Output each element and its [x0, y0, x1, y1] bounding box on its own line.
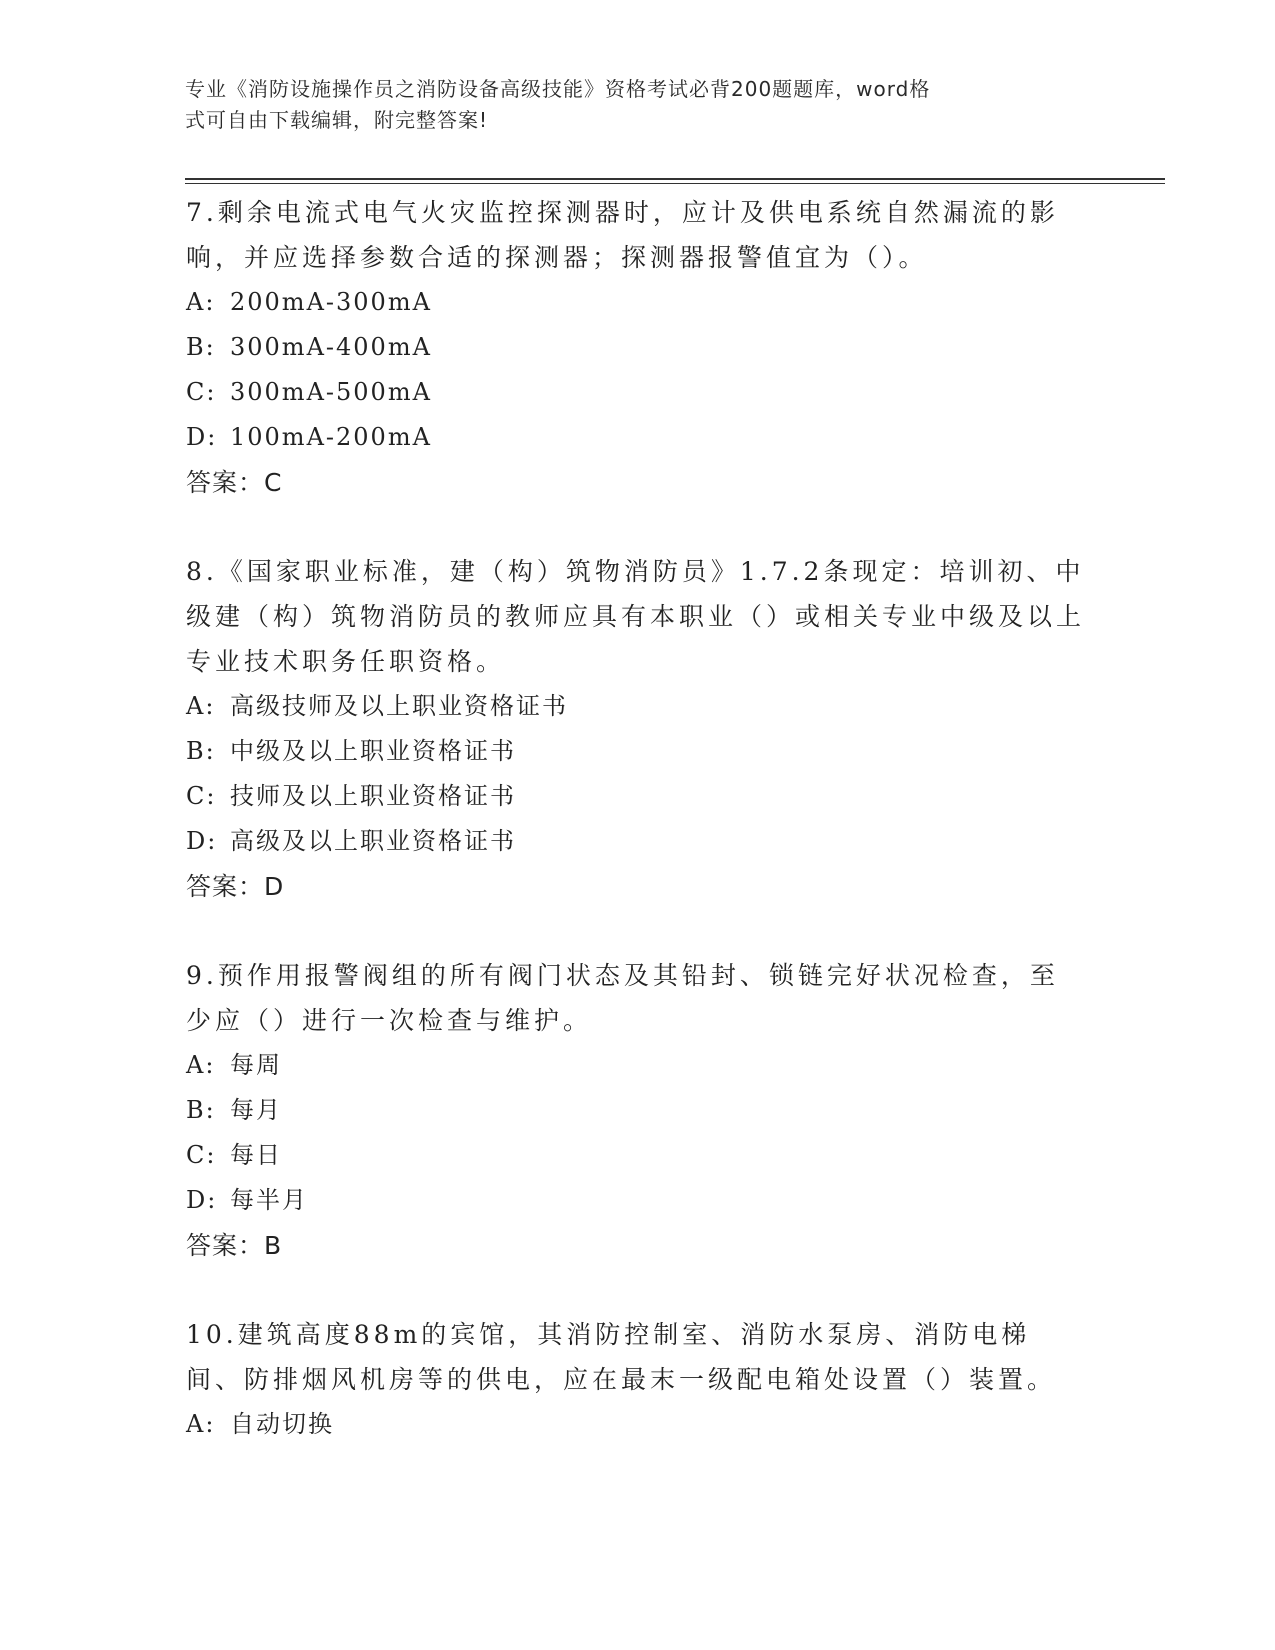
option-c: [186, 1133, 1086, 1178]
option-text: 每周: [230, 1051, 282, 1079]
option-d: [186, 1178, 1086, 1223]
option-text: 300mA-500mA: [230, 378, 432, 406]
option-text: 高级及以上职业资格证书: [230, 827, 516, 855]
option-a: [186, 684, 1086, 729]
question-text: 9.预作用报警阀组的所有阀门状态及其铅封、锁链完好状况检查，至少应（）进行一次检查与维护。: [186, 961, 1059, 1035]
option-key: B:: [186, 1096, 216, 1124]
option-text: 自动切换: [230, 1410, 334, 1438]
option-text: 100mA-200mA: [230, 423, 432, 451]
question-7: [186, 190, 1086, 505]
option-b: [186, 325, 1086, 370]
question-8: [186, 549, 1086, 909]
question-text: 8.《国家职业标准，建（构）筑物消防员》1.7.2条现定：培训初、中级建（构）筑物消防员的教师应具有本职业（）或相关专业中级及以上专业技术职务任职资格。: [186, 557, 1086, 676]
option-c: [186, 370, 1086, 415]
header-divider-thick: [185, 178, 1165, 180]
question-text: 7.剩余电流式电气火灾监控探测器时，应计及供电系统自然漏流的影响，并应选择参数合适的探测器；探测器报警值宜为（）。: [186, 198, 1059, 272]
option-a: [186, 1402, 1086, 1447]
document-header: [185, 74, 1065, 136]
answer-line: 答案：C: [186, 468, 283, 497]
option-a: [186, 1043, 1086, 1088]
question-text: 10.建筑高度88m的宾馆，其消防控制室、消防水泵房、消防电梯间、防排烟风机房等的供电，应在最末一级配电箱处设置（）装置。: [186, 1320, 1057, 1394]
option-a: [186, 280, 1086, 325]
option-key: D:: [186, 1186, 218, 1214]
option-text: 技师及以上职业资格证书: [230, 782, 516, 810]
option-key: B:: [186, 737, 216, 765]
option-key: C:: [186, 378, 217, 406]
option-key: D:: [186, 827, 218, 855]
option-b: [186, 729, 1086, 774]
option-key: A:: [186, 692, 216, 720]
option-text: 每半月: [230, 1186, 308, 1214]
option-c: [186, 774, 1086, 819]
option-text: 300mA-400mA: [230, 333, 432, 361]
header-divider-thin: [185, 183, 1165, 184]
option-text: 每月: [230, 1096, 282, 1124]
option-b: [186, 1088, 1086, 1133]
option-key: C:: [186, 782, 217, 810]
option-text: 中级及以上职业资格证书: [230, 737, 516, 765]
option-d: [186, 415, 1086, 460]
option-key: B:: [186, 333, 216, 361]
option-text: 高级技师及以上职业资格证书: [230, 692, 568, 720]
option-key: A:: [186, 1410, 216, 1438]
question-10: [186, 1312, 1086, 1447]
option-text: 每日: [230, 1141, 282, 1169]
option-key: C:: [186, 1141, 217, 1169]
header-line-2: 式可自由下载编辑，附完整答案!: [185, 108, 489, 132]
answer-line: 答案：B: [186, 1231, 283, 1260]
header-line-1: 专业《消防设施操作员之消防设备高级技能》资格考试必背200题题库，word格: [185, 77, 931, 101]
option-text: 200mA-300mA: [230, 288, 432, 316]
option-key: A:: [186, 288, 216, 316]
answer-line: 答案：D: [186, 872, 285, 901]
option-key: D:: [186, 423, 218, 451]
question-9: [186, 953, 1086, 1268]
option-key: A:: [186, 1051, 216, 1079]
question-list: [186, 190, 1086, 1491]
option-d: [186, 819, 1086, 864]
